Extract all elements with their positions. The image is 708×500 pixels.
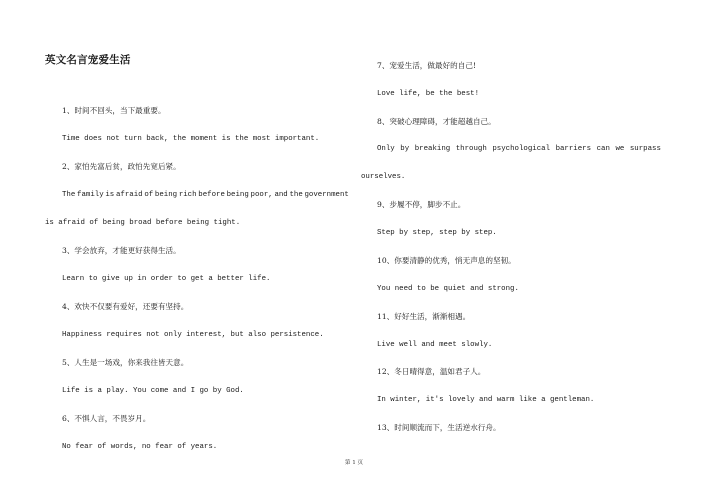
quote-3-cn: 3、学会放弃，才能更好获得生活。: [62, 246, 181, 255]
quote-13-cn: 13、时间顺流而下，生活逆水行舟。: [377, 423, 501, 432]
quote-8-en-line1: Only by breaking through psychological barriers can we surpass: [377, 145, 661, 153]
page-number: 第 1 页: [344, 460, 364, 466]
quote-7-en: Love life, be the best!: [377, 90, 480, 98]
quote-10-en: You need to be quiet and strong.: [377, 285, 519, 293]
quote-4-en: Happiness requires not only interest, but also persistence.: [62, 331, 324, 339]
quote-6-en: No fear of words, no fear of years.: [62, 443, 218, 451]
quote-3-en: Learn to give up in order to get a better life.: [62, 275, 271, 283]
quote-2-cn: 2、家怕先富后贫，政怕先宽后紧。: [62, 162, 181, 171]
quote-8-cn: 8、突破心理障碍，才能超越自己。: [377, 117, 496, 126]
quote-5-cn: 5、人生是一场戏，你来我往皆天意。: [62, 358, 189, 367]
quote-2-en-line1: The family is afraid of being rich before being poor, and the government: [62, 191, 349, 199]
quote-7-cn: 7、宠爱生活，做最好的自己!: [377, 61, 477, 70]
quote-1-en: Time does not turn back, the moment is the most important.: [62, 135, 320, 143]
quote-4-cn: 4、欢快不仅要有爱好，还要有坚持。: [62, 302, 189, 311]
quote-1-cn: 1、时间不回头，当下最重要。: [62, 106, 166, 115]
quote-9-en: Step by step, step by step.: [377, 229, 497, 237]
quote-6-cn: 6、不惧人言，不畏岁月。: [62, 414, 151, 423]
quote-2-en-line2: is afraid of being broad before being tight.: [45, 219, 241, 227]
document-title: 英文名言宠爱生活: [45, 54, 131, 66]
quote-12-cn: 12、冬日晴得意，温如君子人。: [377, 367, 486, 376]
quote-11-cn: 11、好好生活，渐渐相遇。: [377, 312, 471, 321]
quote-5-en: Life is a play. You come and I go by God.: [62, 387, 244, 395]
quote-11-en: Live well and meet slowly.: [377, 341, 493, 349]
quote-12-en: In winter, it's lovely and warm like a gentleman.: [377, 396, 595, 404]
quote-10-cn: 10、你要清静的优秀，悄无声息的坚韧。: [377, 256, 516, 265]
quote-8-en-line2: ourselves.: [361, 173, 406, 181]
quote-9-cn: 9、步履不停，脚步不止。: [377, 200, 466, 209]
